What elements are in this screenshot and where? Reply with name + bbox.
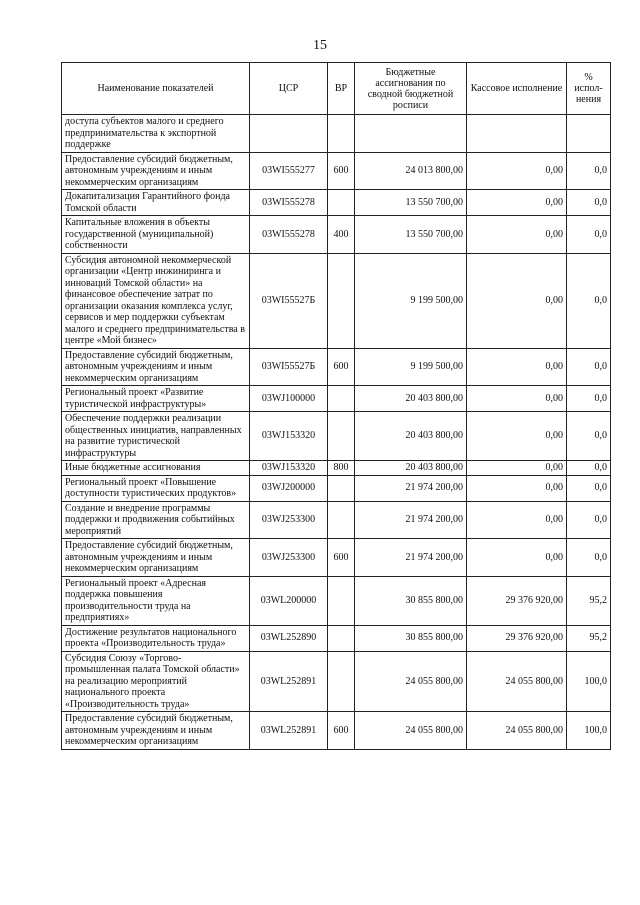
cell-vr — [328, 501, 355, 539]
cell-execution: 29 376 920,00 — [467, 625, 567, 651]
cell-name: Предоставление субсидий бюджетным, автономным учреждениям и иным некоммерческим организациям — [62, 539, 250, 577]
cell-percent — [567, 115, 611, 153]
cell-csr: 03WI555277 — [250, 152, 328, 190]
cell-allocations: 21 974 200,00 — [355, 501, 467, 539]
cell-percent: 100,0 — [567, 651, 611, 712]
cell-vr — [328, 651, 355, 712]
cell-vr: 600 — [328, 348, 355, 386]
cell-name: Докапитализация Гарантийного фонда Томской области — [62, 190, 250, 216]
cell-allocations: 24 013 800,00 — [355, 152, 467, 190]
cell-vr — [328, 412, 355, 461]
cell-name: Достижение результатов национального проекта «Производительность труда» — [62, 625, 250, 651]
cell-allocations: 20 403 800,00 — [355, 412, 467, 461]
header-name: Наименование показателей — [62, 63, 250, 115]
cell-execution: 0,00 — [467, 461, 567, 476]
cell-csr: 03WI555278 — [250, 216, 328, 254]
cell-execution: 0,00 — [467, 475, 567, 501]
cell-allocations: 30 855 800,00 — [355, 625, 467, 651]
table-row — [62, 475, 611, 501]
cell-percent: 0,0 — [567, 348, 611, 386]
cell-name: Предоставление субсидий бюджетным, автономным учреждениям и иным некоммерческим организациям — [62, 348, 250, 386]
cell-execution: 0,00 — [467, 412, 567, 461]
cell-execution: 24 055 800,00 — [467, 712, 567, 750]
header-execution: Кассовое исполнение — [467, 63, 567, 115]
cell-execution: 0,00 — [467, 539, 567, 577]
cell-name: Предоставление субсидий бюджетным, автономным учреждениям и иным некоммерческим организациям — [62, 712, 250, 750]
cell-execution: 0,00 — [467, 348, 567, 386]
table-row — [62, 190, 611, 216]
header-percent: % испол-нения — [567, 63, 611, 115]
cell-name: доступа субъектов малого и среднего предпринимательства к экспортной поддержке — [62, 115, 250, 153]
cell-csr: 03WL252891 — [250, 712, 328, 750]
cell-csr — [250, 115, 328, 153]
cell-allocations: 20 403 800,00 — [355, 461, 467, 476]
cell-vr — [328, 386, 355, 412]
table-row — [62, 253, 611, 348]
table-row — [62, 115, 611, 153]
cell-percent: 0,0 — [567, 475, 611, 501]
cell-name: Создание и внедрение программы поддержки и продвижения событийных мероприятий — [62, 501, 250, 539]
table-row — [62, 386, 611, 412]
cell-name: Обеспечение поддержки реализации общественных инициатив, направленных на развитие туристической инфраструктуры — [62, 412, 250, 461]
cell-csr: 03WI555278 — [250, 190, 328, 216]
cell-allocations: 13 550 700,00 — [355, 190, 467, 216]
cell-allocations: 24 055 800,00 — [355, 712, 467, 750]
cell-vr — [328, 115, 355, 153]
cell-vr — [328, 576, 355, 625]
cell-percent: 95,2 — [567, 625, 611, 651]
header-vr: ВР — [328, 63, 355, 115]
cell-csr: 03WL200000 — [250, 576, 328, 625]
table-row — [62, 216, 611, 254]
cell-vr — [328, 475, 355, 501]
cell-csr: 03WJ153320 — [250, 412, 328, 461]
cell-execution: 0,00 — [467, 216, 567, 254]
cell-allocations: 20 403 800,00 — [355, 386, 467, 412]
table-row — [62, 576, 611, 625]
cell-vr: 800 — [328, 461, 355, 476]
cell-name: Капитальные вложения в объекты государственной (муниципальной) собственности — [62, 216, 250, 254]
cell-allocations: 13 550 700,00 — [355, 216, 467, 254]
cell-allocations: 9 199 500,00 — [355, 253, 467, 348]
budget-table — [61, 62, 611, 750]
table-header-row — [62, 63, 611, 115]
cell-name: Предоставление субсидий бюджетным, автономным учреждениям и иным некоммерческим организациям — [62, 152, 250, 190]
cell-execution: 0,00 — [467, 253, 567, 348]
cell-percent: 0,0 — [567, 461, 611, 476]
cell-allocations: 30 855 800,00 — [355, 576, 467, 625]
cell-execution: 0,00 — [467, 152, 567, 190]
cell-name: Региональный проект «Адресная поддержка повышения производительности труда на предприятиях» — [62, 576, 250, 625]
cell-name: Региональный проект «Повышение доступности туристических продуктов» — [62, 475, 250, 501]
cell-execution: 29 376 920,00 — [467, 576, 567, 625]
table-row — [62, 348, 611, 386]
cell-execution: 0,00 — [467, 501, 567, 539]
table-row — [62, 501, 611, 539]
cell-csr: 03WI55527Б — [250, 348, 328, 386]
header-allocations: Бюджетные ассигнования по сводной бюджетной росписи — [355, 63, 467, 115]
page-number: 15 — [313, 38, 327, 53]
cell-execution: 24 055 800,00 — [467, 651, 567, 712]
cell-csr: 03WJ200000 — [250, 475, 328, 501]
cell-csr: 03WJ253300 — [250, 539, 328, 577]
cell-name: Субсидия Союзу «Торгово-промышленная палата Томской области» на реализацию мероприятий национального проекта «Производительность труда» — [62, 651, 250, 712]
cell-allocations — [355, 115, 467, 153]
cell-percent: 0,0 — [567, 412, 611, 461]
header-csr: ЦСР — [250, 63, 328, 115]
cell-csr: 03WL252890 — [250, 625, 328, 651]
table-row — [62, 651, 611, 712]
cell-allocations: 24 055 800,00 — [355, 651, 467, 712]
cell-csr: 03WJ100000 — [250, 386, 328, 412]
cell-vr: 600 — [328, 539, 355, 577]
cell-execution: 0,00 — [467, 190, 567, 216]
cell-vr: 400 — [328, 216, 355, 254]
cell-execution — [467, 115, 567, 153]
cell-vr: 600 — [328, 712, 355, 750]
cell-percent: 0,0 — [567, 386, 611, 412]
cell-allocations: 21 974 200,00 — [355, 475, 467, 501]
cell-name: Региональный проект «Развитие туристической инфраструктуры» — [62, 386, 250, 412]
table-row — [62, 539, 611, 577]
cell-execution: 0,00 — [467, 386, 567, 412]
table-row — [62, 152, 611, 190]
cell-vr — [328, 625, 355, 651]
cell-percent: 0,0 — [567, 216, 611, 254]
cell-name: Иные бюджетные ассигнования — [62, 461, 250, 476]
table-row — [62, 412, 611, 461]
cell-percent: 100,0 — [567, 712, 611, 750]
cell-percent: 0,0 — [567, 501, 611, 539]
cell-percent: 95,2 — [567, 576, 611, 625]
cell-name: Субсидия автономной некоммерческой организации «Центр инжиниринга и инноваций Томской области» на финансовое обеспечение затрат по организации оказания комплекса услуг, сервисов и мер поддержки субъектам малого и среднего предпринимательства в центре «Мой бизнес» — [62, 253, 250, 348]
cell-allocations: 9 199 500,00 — [355, 348, 467, 386]
table-row — [62, 625, 611, 651]
cell-percent: 0,0 — [567, 190, 611, 216]
cell-percent: 0,0 — [567, 539, 611, 577]
cell-csr: 03WL252891 — [250, 651, 328, 712]
table-row — [62, 712, 611, 750]
cell-vr — [328, 190, 355, 216]
cell-vr — [328, 253, 355, 348]
cell-allocations: 21 974 200,00 — [355, 539, 467, 577]
cell-csr: 03WI55527Б — [250, 253, 328, 348]
cell-vr: 600 — [328, 152, 355, 190]
cell-percent: 0,0 — [567, 253, 611, 348]
cell-csr: 03WJ153320 — [250, 461, 328, 476]
cell-percent: 0,0 — [567, 152, 611, 190]
cell-csr: 03WJ253300 — [250, 501, 328, 539]
table-row — [62, 461, 611, 476]
